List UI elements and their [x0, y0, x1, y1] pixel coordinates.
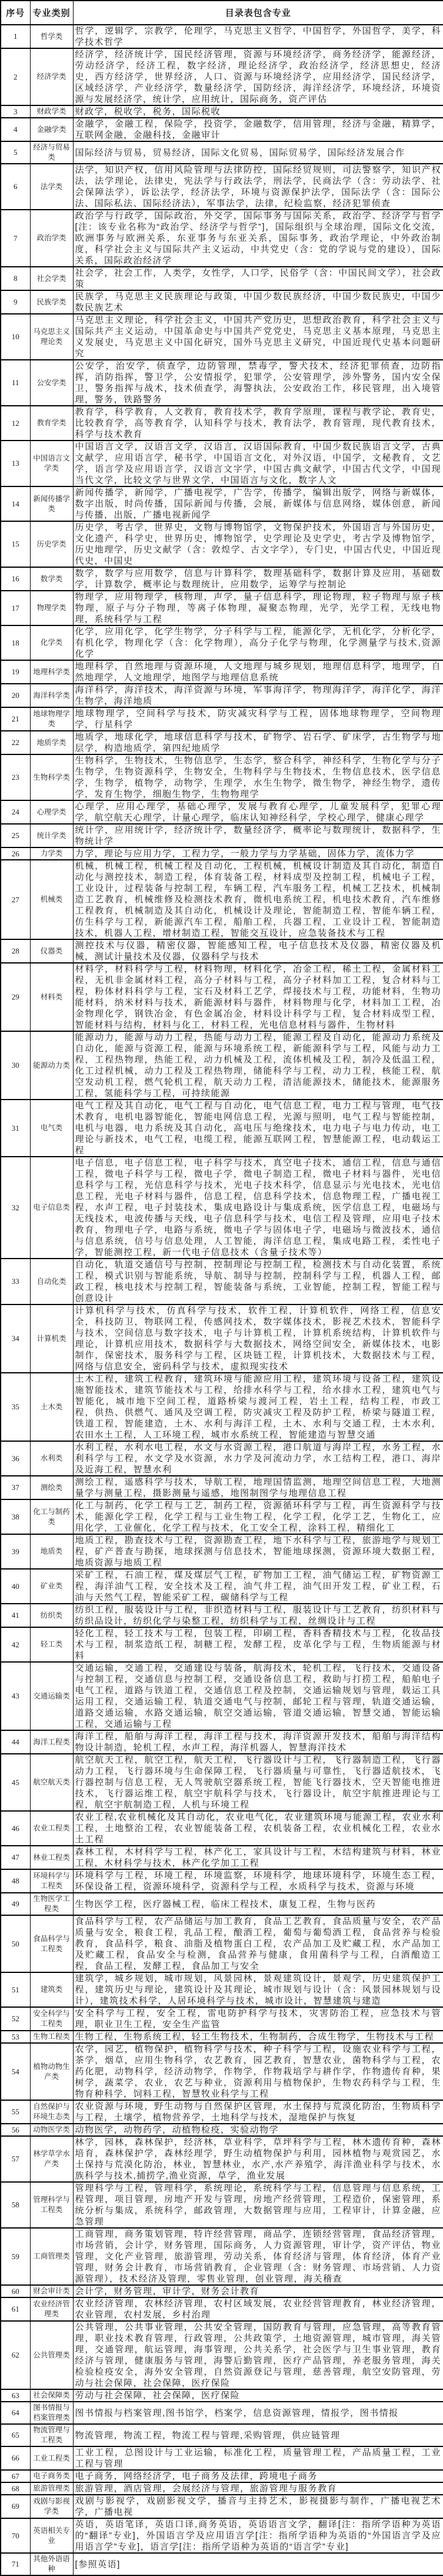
row-majors: 公安学，治安学，侦查学，边防管理，禁毒学，警犬技术，经济犯罪侦查，边防指挥，消防指挥，警卫学，公安情报学，犯罪学，公安管理学，涉外警务，国内安全保卫，警务指挥与战术，技术侦查学，海警执法，公安政治工作，移民管理，出入境管理，警务，铁路警务: [73, 360, 443, 406]
row-category: 工业工程类: [30, 2446, 73, 2470]
row-majors: 戏剧与影视学，戏剧影视文学，播音与主持艺术，影视摄影与制作，广播电视艺术学，广播电视: [73, 2495, 443, 2518]
row-majors: 计算机科学与技术，仿真科学与技术，软件工程，计算机软件，网络工程，信息安全，科技防卫，物联网工程，传感网技术，数字媒体技术，影视艺术技术，智能科学与技术，空间信息与数字技术，电子与计算机工程，计算机系统结构，计算机软件与理论，计算机应用技术，数据科学与大数据技术，网络空间安全，新媒体技术，电影制作，保密技术，服务科学与工程，区块链工程，计算机技术，大数据技术与工程，网络与信息安全，密码科学与技术，虚拟现实技术: [73, 1304, 443, 1373]
row-majors: 电子商务，网络经济学，电子商务及法律，跨境电子商务: [73, 2470, 443, 2482]
row-number: 18: [1, 625, 30, 660]
table-row: [1, 406, 443, 441]
row-number: 29: [1, 963, 30, 1031]
table-row: [1, 1031, 443, 1100]
row-number: 23: [1, 754, 30, 800]
row-category: 法学类: [30, 164, 73, 210]
row-majors: 国际经济与贸易，贸易经济，国际文化贸易，国际贸易学，国际经济发展合作: [73, 141, 443, 164]
row-category: 公共管理类: [30, 2321, 73, 2389]
row-majors: 林学，园林，森林保护，经济林，草业科学，草坪科学与工程，林木遗传育种，森林培育，森林保护学，森林经理学，野生动植物保护与利用，园林植物与观赏园艺，水土保持与荒漠化防治，林业，智慧林业，水产,水产养殖学，海洋渔业科学与技术，水族科学与技术,捕捞学,渔业资源，草学，渔业发展: [73, 2136, 443, 2182]
row-number: 4: [1, 118, 30, 141]
row-number: 13: [1, 441, 30, 486]
table-row: [1, 2031, 443, 2043]
row-number: 12: [1, 406, 30, 441]
table-row: [1, 48, 443, 105]
row-majors: 森林工程，木材科学与工程，林产化工，家具设计与工程，木结构建筑与材料，林业工程，木材科学与技术，林产化学加工工程: [73, 1846, 443, 1869]
row-category: 财会审计类: [30, 2285, 73, 2297]
row-number: 49: [1, 1893, 30, 1915]
row-category: 地质类: [30, 1534, 73, 1569]
table-row: [1, 441, 443, 486]
row-majors: 电子信息，电子信息工程，电子科学与技术，真空电子技术，通信工程，信息与通信工程，微电子科学与工程，微电子学，微电子制造工程，微电子材料与器件，光电信息科学与工程，光信息科学与技术，光电子技术科学，信息显示与光电技术，光电信息工程，光电子材料与器件，信息工程，信息科学技术，信息物理工程，广播电视工程，水声工程，电子封装技术，集成电路设计与集成系统，医学信息工程，电磁场与无线技术，电波传播与天线，电子信息科学与技术，电信工程及管理，应用电子技术教育，物理电子学，电路与系统，微电子学与固体电子学，电磁场与微波技术，通信与信息系统，信号与信息处理，人工智能，海洋信息工程，集成电路工程，柔性电子学，智能测控工程，新一代电子信息技术（含量子技术等）: [73, 1157, 443, 1259]
table-row: [1, 1846, 443, 1869]
row-category: 数学类: [30, 567, 73, 591]
row-majors: 土木工程，建筑工程教育，建筑环境与能源应用工程，建筑环境与设备工程，建筑设施智能技术，建筑节能技术与工程，给排水科学与工程，给水排水工程，建筑电气与智能化，城市地下空间工程，道路桥梁与渡河工程，岩土工程，结构工程，市政工程，供热、供燃气、通风及空调工程，防灾减灾工程及防护工程，桥梁与隧道工程，铁道工程，智能建造，土木、水利与海洋工程，土木、水利与交通工程，土木水利，农田水土工程，人工环境工程，城市水系统工程，智能建造与智慧交通: [73, 1373, 443, 1441]
row-majors: 农学，园艺，植物保护，植物科学与技术，种子科学与工程，设施农业科学与工程，茶学，烟草，应用生物科学，农艺教育，园艺教育，智慧农业，菌物科学与工程，农药化肥，动物科学，经济动物学，作物学，作物栽培学与耕作学，作物遗传育种，果树学，蔬菜学，农业，农艺与种业，资源利用与植物保护，生物农药科学与工程，生物育种科学，饲料工程，智慧牧业科学与工程: [73, 2043, 443, 2100]
row-majors: 水利工程，水利水电工程，水文与水资源工程，港口航道与海岸工程，水务工程，水利科学与工程，水文学及水资源，水力学及河流动力学，水工结构工程，港口、海岸及近海工程，智慧水利: [73, 1441, 443, 1476]
table-row: [1, 567, 443, 591]
row-category: 安全科学与工程类: [30, 2007, 73, 2031]
row-number: 39: [1, 1534, 30, 1569]
row-category: 中国语言文学类: [30, 441, 73, 486]
table-row: [1, 1373, 443, 1441]
row-majors: 工业工程，总图设计与工业运输，标准化工程，质量管理工程，产品质量工程，工业工程与管理: [73, 2446, 443, 2470]
row-number: 31: [1, 1100, 30, 1157]
table-row: [1, 267, 443, 290]
row-number: 43: [1, 1662, 30, 1730]
row-number: 54: [1, 2043, 30, 2100]
row-majors: 农业经济管理，农林经济管理，农村区域发展，农业经营管理教育，林业经济管理，农业管理，农村发展，乡村治理: [73, 2297, 443, 2321]
row-number: 64: [1, 2402, 30, 2424]
row-majors: 物流管理，物流工程，物流工程与管理,采购管理，供应链管理: [73, 2424, 443, 2446]
row-category: 矿业类: [30, 1569, 73, 1604]
row-number: 28: [1, 939, 30, 963]
row-number: 32: [1, 1157, 30, 1259]
row-number: 67: [1, 2470, 30, 2482]
row-majors: 经济学，经济统计学，国民经济管理，资源与环境经济学，商务经济学，能源经济，劳动经济学，经济工程，数字经济，理论经济学，政治经济学，经济思想史，经济史，西方经济学，世界经济，人口、资源与环境经济学，应用经济学，国民经济学，区域经济学，产业经济学，数量经济学，国防经济，海洋经济学，环境经济，环境资源与发展经济学，统计学，应用统计，国际商务，资产评估: [73, 48, 443, 105]
row-category: 生物科学类: [30, 754, 73, 800]
table-row: [1, 1476, 443, 1499]
row-number: 50: [1, 1915, 30, 1972]
table-row: [1, 824, 443, 847]
row-category: 物理学类: [30, 591, 73, 625]
table-row: [1, 1754, 443, 1811]
row-category: 测绘类: [30, 1476, 73, 1499]
table-row: [1, 860, 443, 939]
row-majors: 教育学，科学教育，人文教育，教育技术学，教育学原理，课程与教学论，教育史，比较教育学，高等教育学，认知科学与技术，教育法学，教育管理，现代教育技术，科学与技术教育: [73, 406, 443, 441]
table-row: [1, 521, 443, 567]
row-category: 农业经济管理类: [30, 2297, 73, 2321]
table-row: [1, 2402, 443, 2424]
row-number: 37: [1, 1476, 30, 1499]
row-majors: 管理科学与工程，管理科学，系统理论，系统科学与工程，信息管理与信息系统，工程管理，项目管理，房地产开发与管理，房地产经营管理，工程造价，保密管理，系统分析与集成，系统科学，邮政管理，大数据管理与应用，工程审计，计算金融，应急管理: [73, 2182, 443, 2228]
row-majors: 纺织工程，服装设计与工程，非织造材料与工程，服装设计与工艺教育，纺织材料与纺织品设计，纺织化学与染整工程，纺织科学与工程，丝绸设计与工程: [73, 1604, 443, 1627]
table-row: [1, 1604, 443, 1627]
table-row: [1, 1869, 443, 1893]
table-row: [1, 25, 443, 48]
row-number: 26: [1, 847, 30, 860]
row-category: 旅游管理类: [30, 2482, 73, 2495]
row-number: 57: [1, 2136, 30, 2182]
row-number: 10: [1, 314, 30, 360]
row-category: 其他外语语种: [30, 2553, 73, 2575]
row-number: 7: [1, 210, 30, 267]
row-majors: 测控技术与仪器，精密仪器，智能感知工程，电子信息技术及仪器，精密仪器及机械，测试计量技术及仪器，仪器科学与技术: [73, 939, 443, 963]
row-category: 电子信息类: [30, 1157, 73, 1259]
table-row: [1, 707, 443, 731]
row-majors: 法学，知识产权，信用风险管理与法律防控，国际经贸规则，司法警察学，知识产权法，法学理论，法律史，宪法学与行政法学，刑法学，民商法学（含：劳动法学、社会保障法学），诉讼法学，经济法学，环境与资源保护法学，国际法学（含：国际公法、国际私法、国际经济法），军事法学，法律，纪检监察，经济犯罪侦查: [73, 164, 443, 210]
row-number: 25: [1, 824, 30, 847]
row-category: 地理科学类: [30, 660, 73, 684]
row-number: 8: [1, 267, 30, 290]
table-row: [1, 660, 443, 684]
table-row: [1, 2228, 443, 2285]
header-row: [1, 1, 443, 25]
row-category: 英语相关专业: [30, 2518, 73, 2553]
row-number: 38: [1, 1499, 30, 1534]
row-category: 统计学类: [30, 824, 73, 847]
row-majors: 民族学，马克思主义民族理论与政策，中国少数民族经济，中国少数民族史，中国少数民族艺术: [73, 290, 443, 314]
row-category: 新闻传播学类: [30, 486, 73, 521]
table-row: [1, 731, 443, 754]
row-category: 经济学类: [30, 48, 73, 105]
table-row: [1, 1441, 443, 1476]
row-majors: 能源动力，能源与动力工程，热能与动力工程，能源工程及自动化，能源动力系统及自动化，能源与资源工程，能源与环境系统工程，新能源科学与工程，风能与动力工程，工程热物理，热能工程，动力机械及工程，流体机械及工程，制冷及低温工程，化工过程机械，动力工程及工程热物理，储能科学与工程，动力工程，核能工程，航空发动机工程，燃气轮机工程，航天动力工程，清洁能源技术，储能技术，能源服务工程，氢能科学与工程，可持续能源: [73, 1031, 443, 1100]
row-majors: 公共管理，公共事业管理，公共安全管理，国防教育与管理，应急管理，高等教育管理，职业技术教育管理，行政管理，公共政策学，土地资源管理，城市管理，海关管理，交通管理，航运管理，海事管理，公共关系学，社会医学与卫生事业管理，教育经济与管理，健康服务与管理，海警后勤管理，医疗产品管理，养老服务管理，海关检验检疫安全，海外安全管理，自然资源登记与管理，慈善管理，航空安防管理，劳动与社会保障，社会保障，医疗保险: [73, 2321, 443, 2389]
row-majors: 新闻传播学，新闻学，广播电视学，广告学，传播学，编辑出版学，网络与新媒体，数字出版，时尚传播，国际新闻与传播，会展，新媒体与信息网络，媒体创意，新闻与传播，出版，广播电视新闻学: [73, 486, 443, 521]
row-number: 2: [1, 48, 30, 105]
row-category: 政治学类: [30, 210, 73, 267]
row-majors: 动物医学，动物药学，动植物检疫，实验动物学: [73, 2124, 443, 2136]
row-number: 35: [1, 1373, 30, 1441]
table-row: [1, 2424, 443, 2446]
row-majors: 生物工程，生物系统工程，轻工生物技术，生物制药，合成生物学，生物技术与工程: [73, 2031, 443, 2043]
row-number: 55: [1, 2100, 30, 2124]
row-majors: 财政学，税收学，税务，国际税收: [73, 105, 443, 118]
row-majors: 生物科学，生物技术，生物信息学，生态学，整合科学，神经科学，生物化学与分子生物学，生物资源科学，生物安全，生物科学与生物技术，生物信息技术，医学信息学，生物学，植物学，动物学，生理学，水生生物学，微生物学，神经生物学，遗传学，发育生物学，细胞生物学，生物物理学: [73, 754, 443, 800]
row-majors: 建筑学，城乡规划，城市规划，风景园林，景观建筑设计，景观学，历史建筑保护工程，建筑历史与理论，建筑设计及其理论，城市规划与设计（含：风景园林规划与设计），建筑技术科学，人居环境科学与技术，城市设计，智慧建筑与建造: [73, 1972, 443, 2007]
row-majors: 材料学，材料科学与工程，材料物理，材料化学，冶金工程，稀土工程，金属材料工程，无机非金属材料工程，高分子材料与工程，高分子材料加工工程，复合材料与工程，粉体材料科学与工程，宝石及材料工艺学，焊接技术与工程，功能材料，生物功能材料，纳米材料与技术，新能源材料与器件，材料物理与化学，材料加工工程，冶金物理化学，钢铁冶金，有色金属冶金，材料设计科学与工程，复合材料成型工程，智能材料与结构，材料与化工，材料工程，光电信息材料与器件，生物材料: [73, 963, 443, 1031]
row-number: 27: [1, 860, 30, 939]
row-number: 68: [1, 2482, 30, 2495]
row-majors: 机械，机械工程，机械工程及自动化，工程机械，机械设计制造及其自动化，制造自动化与测控技术，制造工程，体育装备工程，材料成型及控制工程，机械电子工程，工业设计，过程装备与控制工程，车辆工程，汽车服务工程，机械工艺技术，机械制造工艺教育，机械维修及检测技术教育，微机电系统工程，机电技术教育，汽车维修工程教育，机械制造及其自动化，机械设计及理论，智能制造工程，智能车辆工程，仿生科学与工程，新能源汽车工程，船舶工程，兵器工程，工业设计工程，智能制造技术，机器人工程，增材制造工程，智能交互设计，应急装备技术与工程: [73, 860, 443, 939]
table-row: [1, 963, 443, 1031]
row-number: 36: [1, 1441, 30, 1476]
row-majors: 旅游管理，酒店管理，会展经济与管理，旅游管理与服务教育: [73, 2482, 443, 2495]
row-category: 生物医学工程类: [30, 1893, 73, 1915]
row-number: 17: [1, 591, 30, 625]
table-row: [1, 314, 443, 360]
row-number: 58: [1, 2182, 30, 2228]
row-category: 生物工程类: [30, 2031, 73, 2043]
row-number: 44: [1, 1730, 30, 1754]
row-category: 财政学类: [30, 105, 73, 118]
row-majors: [参照英语]: [73, 2553, 443, 2575]
table-row: [1, 1811, 443, 1846]
row-majors: 化工与制药，化学工程与工艺，制药工程，资源循环科学与工程，再生资源科学与技术，能源化学工程，化学工程与工业生物工程，化学工程，化学工艺，生物化工，应用化学，工业催化，化学工程与技术，化工安全工程，涂料工程，精细化工: [73, 1499, 443, 1534]
row-majors: 力学，理论与应用力学，工程力学，一般力学与力学基础，固体力学，流体力学: [73, 847, 443, 860]
row-number: 41: [1, 1604, 30, 1627]
row-number: 42: [1, 1627, 30, 1662]
table-row: [1, 847, 443, 860]
row-category: 交通运输类: [30, 1662, 73, 1730]
row-majors: 海洋科学，海洋技术，海洋资源与环境，军事海洋学，物理海洋学，海洋化学，海洋生物学，海洋地质: [73, 684, 443, 707]
table-row: [1, 105, 443, 118]
row-number: 30: [1, 1031, 30, 1100]
table-row: [1, 591, 443, 625]
table-row: [1, 2446, 443, 2470]
row-number: 65: [1, 2424, 30, 2446]
row-category: 环境科学与工程类: [30, 1869, 73, 1893]
row-category: 建筑类: [30, 1972, 73, 2007]
row-category: 水利类: [30, 1441, 73, 1476]
row-number: 61: [1, 2297, 30, 2321]
row-majors: 金融学，金融工程，保险学，投资学，金融数学，信用管理，经济与金融，精算学，互联网金融，金融科技，金融审计: [73, 118, 443, 141]
table-row: [1, 2007, 443, 2031]
row-number: 56: [1, 2124, 30, 2136]
row-number: 21: [1, 707, 30, 731]
row-majors: 政治学与行政学，国际政治，外交学，国际事务与国际关系，政治学、经济学与哲学[注：该专业名称为“政治学、经济学与哲学”]，国际组织与全球治理，国际文化交流，欧洲事务与欧洲关系，东亚事务与东亚关系，国际事务，政治学理论，中外政治制度，科学社会主义与国际共产主义运动，中共党史（含：党的学说与党的建设），国际关系，国际政治经济学: [73, 210, 443, 267]
row-category: 图书情报与档案管理类: [30, 2402, 73, 2424]
table-row: [1, 1100, 443, 1157]
row-majors: 农业工程,农业机械化及其自动化，农业电气化，农业建筑环境与能源工程，农业水利工程，土地整治工程，农业智能装备工程，农机装备工程，农业机械化工程，农业水土工程: [73, 1811, 443, 1846]
row-majors: 化学，应用化学，化学生物学，分子科学与工程，能源化学，无机化学，分析化学，有机化学，物理化学（含：化学物理），高分子化学与物理，化学测量学与技术,资源化学: [73, 625, 443, 660]
row-category: 食品科学与工程类: [30, 1915, 73, 1972]
row-category: 工商管理类: [30, 2228, 73, 2285]
header-serial-number: 序号: [1, 1, 30, 25]
row-number: 15: [1, 521, 30, 567]
row-category: 社会学类: [30, 267, 73, 290]
table-row: [1, 1972, 443, 2007]
table-row: [1, 2043, 443, 2100]
row-majors: 航空航天工程，航空工程，航天工程，飞行器设计与工程，飞行器制造工程，飞行器动力工程，飞行器环境与生命保障工程，飞行器质量与可靠性，飞行器适航技术，飞行器控制与信息工程，无人驾驶航空器系统工程，智能飞行器技术，空天智能电推进技术，飞行器运维工程，航空宇航科学与技术，飞行器设计，航空宇航推进理论与工程，航空宇航制造工程，人机与环境工程: [73, 1754, 443, 1811]
table-row: [1, 118, 443, 141]
table-row: [1, 2389, 443, 2402]
table-row: [1, 684, 443, 707]
table-row: [1, 1157, 443, 1259]
row-majors: 地理科学，自然地理与资源环境，人文地理与城乡规划，地理信息科学，地理学，自然地理学，人文地理学，地图学与地理信息系统: [73, 660, 443, 684]
row-number: 71: [1, 2553, 30, 2575]
row-number: 66: [1, 2446, 30, 2470]
row-category: 动物医学类: [30, 2124, 73, 2136]
row-majors: 地质学，地球化学，地球信息科学与技术，矿物学、岩石学、矿床学，古生物学与地层学，构造地质学，第四纪地质学: [73, 731, 443, 754]
table-row: [1, 1304, 443, 1373]
table-row: [1, 141, 443, 164]
table-row: [1, 2553, 443, 2575]
row-number: 45: [1, 1754, 30, 1811]
row-majors: 食品科学与工程，农产品储运与加工教育，食品工艺教育，食品质量与安全，农产品质量与安全，粮食工程，乳品工程，酿酒工程，葡萄与葡萄酒工程，食品营养与检验教育，食品科学，粮食、油脂及植物蛋白工程，农产品加工及贮藏工程，水产品加工及贮藏工程，食品安全与检测，食品营养与健康，食用菌科学与工程，白酒酿造工程，食品工程，发酵工程，食品加工与安全: [73, 1915, 443, 1972]
row-category: 农业工程类: [30, 1811, 73, 1846]
table-row: [1, 1259, 443, 1304]
table-row: [1, 1915, 443, 1972]
table-header: [1, 1, 443, 25]
row-category: 仪器类: [30, 939, 73, 963]
row-number: 59: [1, 2228, 30, 2285]
row-majors: 海洋工程，船舶与海洋工程，海洋工程与技术，海洋资源开发技术，船舶与海洋结构物设计制造，轮机工程，水声工程，海洋机器人，智慧海洋技术: [73, 1730, 443, 1754]
row-majors: 轻化工程，轻工技术与工程，包装工程，印刷工程，香料香精技术与工程，化妆品技术与工程，制浆造纸工程，制糖工程，发酵工程，皮革化学与工程，生物质能源与材料: [73, 1627, 443, 1662]
table-row: [1, 625, 443, 660]
table-row: [1, 486, 443, 521]
table-row: [1, 290, 443, 314]
row-number: 1: [1, 25, 30, 48]
row-number: 5: [1, 141, 30, 164]
table-row: [1, 2297, 443, 2321]
row-category: 马克思主义理论类: [30, 314, 73, 360]
row-number: 6: [1, 164, 30, 210]
row-number: 19: [1, 660, 30, 684]
row-number: 47: [1, 1846, 30, 1869]
table-row: [1, 2124, 443, 2136]
row-majors: 生物医学工程，医疗器械工程，临床工程技术，康复工程，生物与医药: [73, 1893, 443, 1915]
table-row: [1, 164, 443, 210]
row-majors: 地质工程，勘查技术与工程，资源勘查工程，地下水科学与工程，旅游地学与规划工程，矿产普查与勘探，地球探测与信息技术，智能地球探测，资源环境大数据工程，地质资源与地质工程: [73, 1534, 443, 1569]
row-majors: 心理学，应用心理学，基础心理学，发展与教育心理学，儿童发展科学，犯罪心理学，航空航天心理学，计量心理学，临床认知神经科学，学校心理学，健康心理学: [73, 800, 443, 824]
row-category: 力学类: [30, 847, 73, 860]
row-category: 电子商务类: [30, 2470, 73, 2482]
row-number: 24: [1, 800, 30, 824]
header-major-category: 专业类别: [30, 1, 73, 25]
table-row: [1, 2495, 443, 2518]
row-majors: 中国语言文学，汉语言文学，汉语言，汉语国际教育，中国少数民族语言文学，古典文献学，应用语言学，秘书学，中国语言文化，对外汉语，中国学，文秘教育，文艺学，语言学及应用语言学，汉语言文字学，中国古典文献学，中国古代文学，中国现当代文学，比较文学与世界文学，中国语言与文化，数字人文: [73, 441, 443, 486]
table-row: [1, 2136, 443, 2182]
row-category: 社会保障类: [30, 2389, 73, 2402]
row-majors: 自动化，轨道交通信号与控制，控制理论与控制工程，检测技术与自动化装置，系统工程，模式识别与智能系统，导航、制导与控制，控制科学与工程，机器人工程，邮政工程，核电技术与控制工程，智能装备与系统，工业智能，控制工程，智能工程与创意设计: [73, 1259, 443, 1304]
table-row: [1, 360, 443, 406]
row-number: 3: [1, 105, 30, 118]
row-category: 轻工类: [30, 1627, 73, 1662]
row-number: 46: [1, 1811, 30, 1846]
row-number: 48: [1, 1869, 30, 1893]
row-category: 计算机类: [30, 1304, 73, 1373]
row-category: 土木类: [30, 1373, 73, 1441]
row-majors: 环境科学与工程，环境工程，环境监察，环境科学，地球环境科学，环境生态工程，环保设备工程，资源环境科学，资源科学与工程，水质科学与技术，资源与环境: [73, 1869, 443, 1893]
row-number: 11: [1, 360, 30, 406]
row-category: 机械类: [30, 860, 73, 939]
row-majors: 交通运输，交通工程，交通建设与装备，航海技术，轮机工程，飞行技术，交通设备与控制工程，交通信息与控制工程，交通设备信息工程，救助与打捞工程，船舶电子电气工程，道路与铁道工程，交通信息工程及控制，交通运输规划与管理，载运工具运用工程，交通运输工程，轨道交通电气与控制，邮轮工程与管理，轨道交通运输，道路交通运输，水路交通运输，航空交通运输，管道交通运输，智慧交通，智能运输工程，交通运输与工程: [73, 1662, 443, 1730]
row-category: 公安学类: [30, 360, 73, 406]
row-category: 地质学类: [30, 731, 73, 754]
row-category: 海洋科学类: [30, 684, 73, 707]
table-row: [1, 800, 443, 824]
row-category: 物流管理与工程类: [30, 2424, 73, 2446]
table-row: [1, 754, 443, 800]
table-row: [1, 2321, 443, 2389]
table-row: [1, 1627, 443, 1662]
row-category: 教育学类: [30, 406, 73, 441]
table-row: [1, 2182, 443, 2228]
row-number: 51: [1, 1972, 30, 2007]
row-majors: 工商管理，商务策划管理，特许经营管理，商品学，连锁经营管理，食品经济管理，市场营销，会计学，财务管理，国际商务，人力资源管理，审计学，资产评估，物业管理，文化产业管理，旅游管理，劳动关系，体育经济与管理，体育经济，体育产业管理，财务会计教育，市场营销教育，企业管理（含：财务管理、市场营销、人力资源管理），技术经济及管理，零售业管理，创业管理，海关稽查: [73, 2228, 443, 2285]
row-number: 34: [1, 1304, 30, 1373]
table-row: [1, 1662, 443, 1730]
row-category: 管理科学与工程类: [30, 2182, 73, 2228]
row-category: 地球物理学类: [30, 707, 73, 731]
row-majors: 哲学，逻辑学，宗教学，伦理学，马克思主义哲学，中国哲学，外国哲学，美学，科学技术哲学: [73, 25, 443, 48]
table-row: [1, 1569, 443, 1604]
row-category: 历史学类: [30, 521, 73, 567]
row-number: 70: [1, 2518, 30, 2553]
row-majors: 测绘工程，遥感科学与技术，导航工程，地理国情监测，地理空间信息工程，大地测量学与测量工程，摄影测量与遥感，地图制图学与地理信息工程: [73, 1476, 443, 1499]
row-number: 63: [1, 2389, 30, 2402]
table-row: [1, 1893, 443, 1915]
row-category: 戏剧与影视学类: [30, 2495, 73, 2518]
row-majors: 数学，数学与应用数学，信息与计算科学，数理基础科学，数据计算及应用，基础数学，计算数学，概率论与数理统计，应用数学，运筹学与控制论: [73, 567, 443, 591]
row-majors: 统计学，应用统计学，经济统计学，数量经济学，概率论与数理统计，数据科学，生物统计学: [73, 824, 443, 847]
row-category: 林学草学水产类: [30, 2136, 73, 2182]
row-category: 海洋工程类: [30, 1730, 73, 1754]
header-included-majors: 目录表包含专业: [73, 1, 443, 25]
row-majors: 马克思主义理论，科学社会主义，中国共产党历史，思想政治教育，科学社会主义与国际共产主义运动，中国革命史与中国共产党党史，马克思主义基本原理，马克思主义发展史，马克思主义中国化研究，国外马克思主义研究，中国近现代史基本问题研究: [73, 314, 443, 360]
row-majors: 地球物理学，空间科学与技术，防灾减灾科学与工程，固体地球物理学，空间物理学，行星科学: [73, 707, 443, 731]
row-majors: 物理学，应用物理学，核物理，声学，量子信息科学，理论物理，粒子物理与原子核物理，原子与分子物理，等离子体物理，凝聚态物理，光学，光学工程，无线电物理，系统科学与工程: [73, 591, 443, 625]
row-category: 化学类: [30, 625, 73, 660]
row-number: 22: [1, 731, 30, 754]
row-category: 林业工程类: [30, 1846, 73, 1869]
row-category: 航空航天类: [30, 1754, 73, 1811]
table-row: [1, 939, 443, 963]
row-majors: 采矿工程，石油工程，煤及煤层气工程，矿物加工工程，油气储运工程，矿物资源工程，海洋油气工程，安全技术及工程，油气井工程，油气田开发工程，矿业工程，石油与天然气工程，智能采矿工程，碳储科学与工程: [73, 1569, 443, 1604]
row-majors: 图书情报与档案管理,图书馆学，档案学，信息资源管理，情报学，图书情报: [73, 2402, 443, 2424]
row-category: 心理学类: [30, 800, 73, 824]
row-number: 9: [1, 290, 30, 314]
row-number: 62: [1, 2321, 30, 2389]
row-number: 14: [1, 486, 30, 521]
table-row: [1, 2285, 443, 2297]
row-majors: 安全科学与工程，安全工程，雷电防护科学与技术，灾害防治工程，应急技术与管理，职业卫生工程，安全生产监管: [73, 2007, 443, 2031]
table-row: [1, 2482, 443, 2495]
row-number: 16: [1, 567, 30, 591]
row-number: 69: [1, 2495, 30, 2518]
row-category: 自动化类: [30, 1259, 73, 1304]
row-category: 经济与贸易类: [30, 141, 73, 164]
table-row: [1, 1534, 443, 1569]
row-category: 能源动力类: [30, 1031, 73, 1100]
row-category: 电气类: [30, 1100, 73, 1157]
table-row: [1, 210, 443, 267]
row-number: 60: [1, 2285, 30, 2297]
row-majors: 电气工程及其自动化，电气工程与自动化，电气信息工程，电力工程与管理，电气技术教育，电机电器智能化，智能电网信息工程，光源与照明，电气工程与智能控制，电机与电器，电力系统及其自动化，高电压与绝缘技术，电力电子与电力传动，电工理论与新技术，电气工程，电缆工程，能源互联网工程，智慧能源工程，电动载运工程: [73, 1100, 443, 1157]
row-majors: 劳动与社会保障，社会保障，医疗保险: [73, 2389, 443, 2402]
row-majors: 会计学，财务管理，审计学，财务会计教育: [73, 2285, 443, 2297]
table-body: [1, 25, 443, 2575]
row-category: 材料类: [30, 963, 73, 1031]
table-row: [1, 2518, 443, 2553]
row-category: 纺织类: [30, 1604, 73, 1627]
table-row: [1, 2470, 443, 2482]
row-majors: 英语，英语笔译，英语口译,商务英语，英语语言文学，翻译[注：指所学语种为英语的“翻译”专业]，外国语言学及应用语言学[注：指所学语种为英语的“外国语言学及应用语言学”专业]，语言学[注：指所学语种为英语的“语言学”专业]: [73, 2518, 443, 2553]
row-number: 20: [1, 684, 30, 707]
row-number: 40: [1, 1569, 30, 1604]
row-category: 自然保护与环境生态类: [30, 2100, 73, 2124]
row-majors: 历史学，考古学，世界史，文物与博物馆学，文物保护技术，外国语言与外国历史，文化遗产，科学史，世界历史，博物馆学，史学理论及史学史，考古学及博物馆学，历史地理学，历史文献学（含：敦煌学、古文字学），专门史，中国古代史，中国近现代史，中国史: [73, 521, 443, 567]
row-category: 植物动物生产类: [30, 2043, 73, 2100]
row-number: 33: [1, 1259, 30, 1304]
row-category: 民族学类: [30, 290, 73, 314]
row-number: 52: [1, 2007, 30, 2031]
row-category: 哲学类: [30, 25, 73, 48]
row-category: 金融学类: [30, 118, 73, 141]
row-category: 化工与制药类: [30, 1499, 73, 1534]
row-majors: 社会学，社会工作，人类学，女性学，人口学，民俗学（含：中国民间文学），社会政策: [73, 267, 443, 290]
table-row: [1, 1730, 443, 1754]
row-number: 53: [1, 2031, 30, 2043]
table-row: [1, 1499, 443, 1534]
row-majors: 农业资源与环境，野生动物与自然保护区管理，水土保持与荒漠化防治，生物质科学与工程，土壤学，植物营养学，土地科学与技术，湿地保护与恢复: [73, 2100, 443, 2124]
table-row: [1, 2100, 443, 2124]
